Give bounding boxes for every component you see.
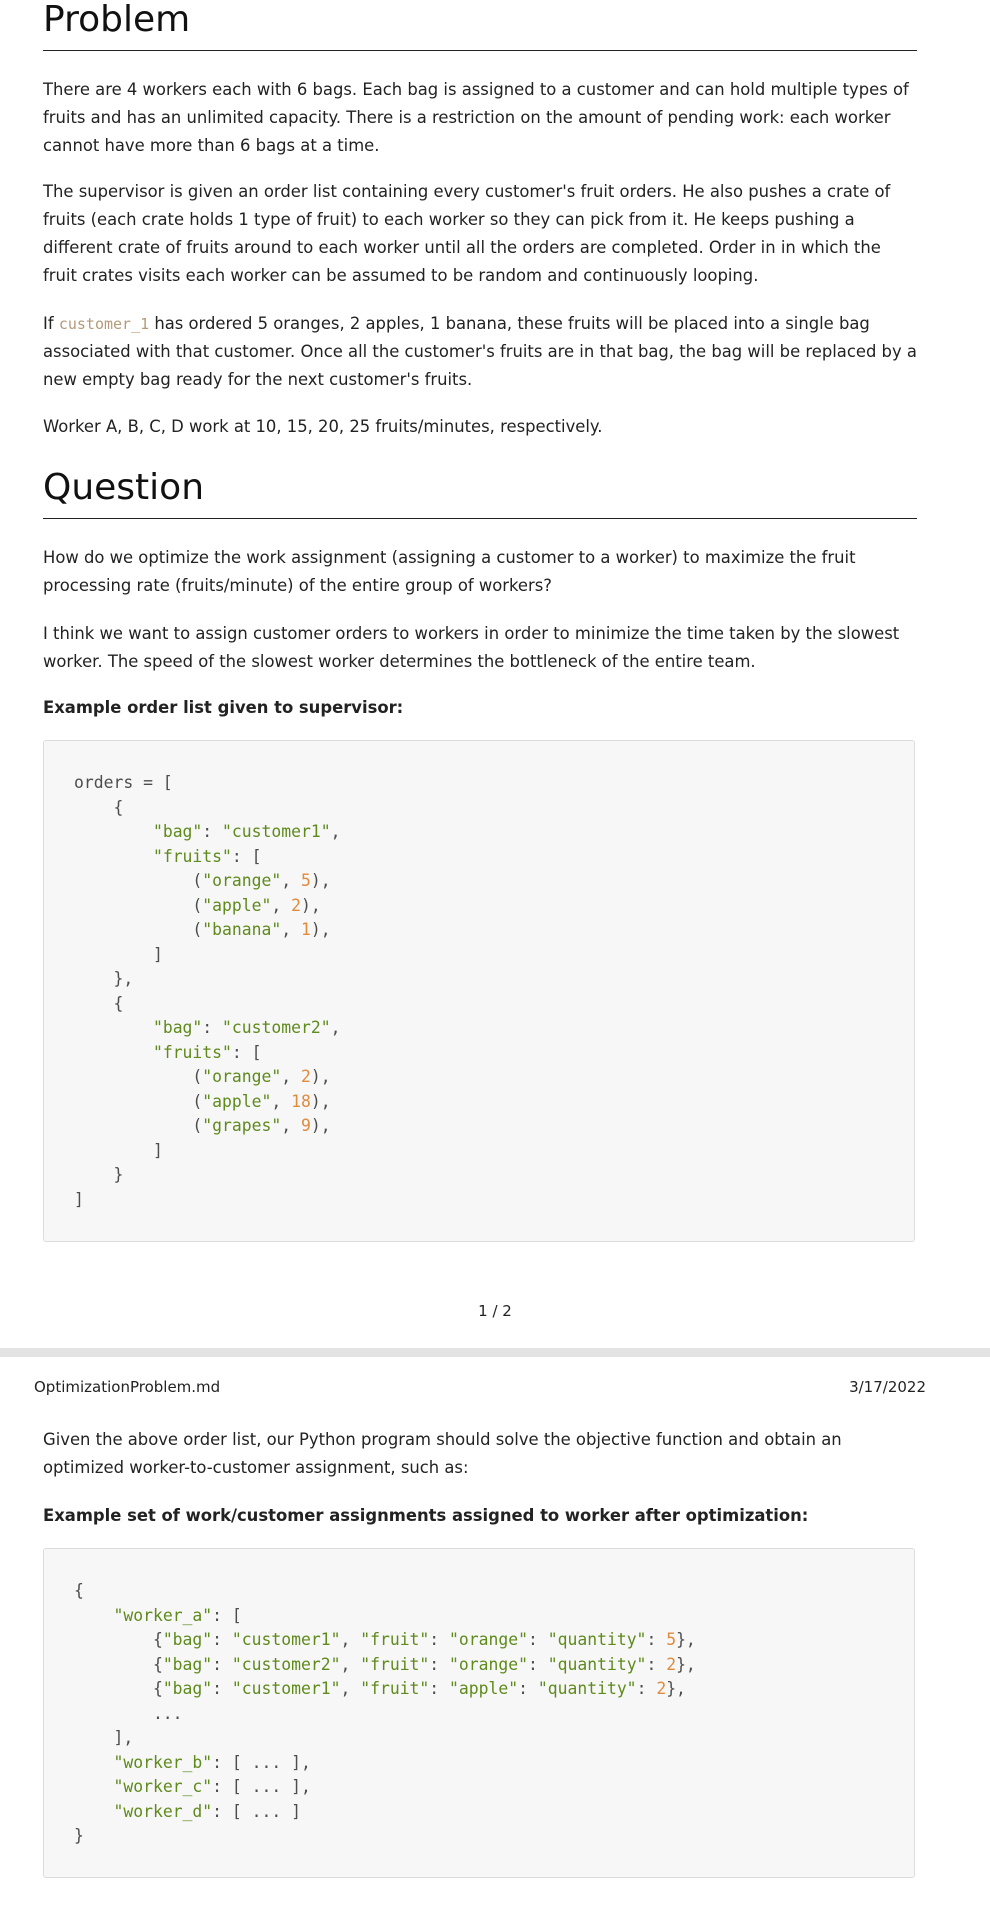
question-section <box>43 468 917 519</box>
question-paragraph-1 <box>43 544 917 600</box>
problem-text-1: There are 4 workers each with 6 bags. Each bag is assigned to a customer and can hold multiple types of fruits and has an unlimited capacity. There is a restriction on the amount of pending work: each worker cannot have more than 6 bags at a time. <box>43 80 909 155</box>
problem-heading: Problem <box>43 0 917 51</box>
question-paragraph-2 <box>43 620 917 676</box>
page-header-filename: OptimizationProblem.md <box>34 1378 221 1396</box>
inline-code-customer: customer_1 <box>58 315 150 333</box>
problem-section <box>43 0 917 51</box>
question-text-2: I think we want to assign customer orders to workers in order to minimize the time taken by the slowest worker. The speed of the slowest worker determines the bottleneck of the entire team. <box>43 624 900 671</box>
problem-paragraph-1 <box>43 76 917 160</box>
problem-text-2: The supervisor is given an order list containing every customer's fruit orders. He also pushes a crate of fruits (each crate holds 1 type of fruit) to each worker so they can pick from it. He keeps pushing a different crate of fruits around to each worker until all the orders are completed. Order in in which the fruit crates visits each worker can be assumed to be random and continuously looping. <box>43 182 891 285</box>
page-header-date: 3/17/2022 <box>849 1378 926 1396</box>
orders-code-block <box>43 740 915 1242</box>
problem-paragraph-2 <box>43 178 917 290</box>
page-separator <box>0 1348 990 1357</box>
question-heading: Question <box>43 468 917 519</box>
example-assignment-label-text: Example set of work/customer assignments assigned to worker after optimization: <box>43 1506 809 1525</box>
assignment-code: { "worker_a": [ {"bag": "customer1", "fruit": "orange": "quantity": 5}, {"bag": "customer2", "fruit": "orange": "quantity": 2}, {"bag": "customer1", "fruit": "apple": "quantity": 2}, ... ], "worker_b": [ ... ], "worker_c": [ ... ], "worker_d": [ ... ] } <box>74 1581 696 1845</box>
problem-paragraph-3 <box>43 310 917 394</box>
page-number: 1 / 2 <box>478 1302 512 1320</box>
page2-text-1: Given the above order list, our Python program should solve the objective function and obtain an optimized worker-to-customer assignment, such as: <box>43 1430 842 1477</box>
page2-paragraph-1 <box>43 1426 917 1482</box>
orders-code: orders = [ { "bag": "customer1", "fruits": [ ("orange", 5), ("apple", 2), ("banana", 1), ] }, { "bag": "customer2", "fruits": [ ("orange", 2), ("apple", 18), ("grapes", 9), ] } ] <box>74 773 341 1209</box>
example-order-label-text: Example order list given to supervisor: <box>43 698 404 717</box>
p3-prefix: If <box>43 314 59 333</box>
problem-text-4: Worker A, B, C, D work at 10, 15, 20, 25 fruits/minutes, respectively. <box>43 417 603 436</box>
problem-text-3 <box>43 310 917 394</box>
assignment-code-block <box>43 1548 915 1878</box>
problem-paragraph-4 <box>43 413 917 441</box>
example-assignment-label <box>43 1502 917 1530</box>
example-order-label <box>43 694 917 722</box>
p3-suffix: has ordered 5 oranges, 2 apples, 1 banana, these fruits will be placed into a single bag associated with that customer. Once all the customer's fruits are in that bag, the bag will be replaced by a new empty bag ready for the next customer's fruits. <box>43 314 917 389</box>
question-text-1: How do we optimize the work assignment (assigning a customer to a worker) to maximize the fruit processing rate (fruits/minute) of the entire group of workers? <box>43 548 856 595</box>
